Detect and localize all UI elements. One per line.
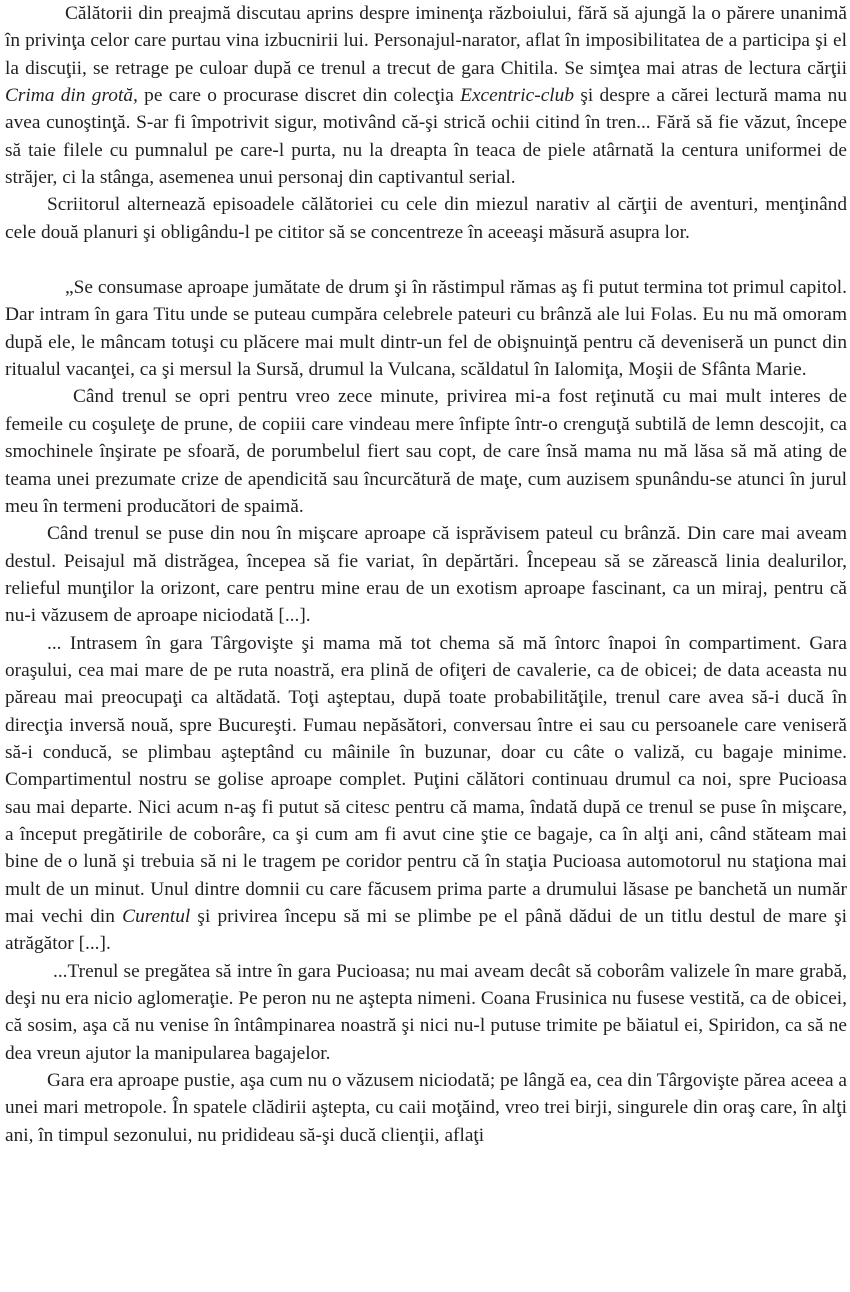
paragraph-gap [5, 246, 847, 274]
paragraph-1-text-c: şi despre a cărei lectură mama nu avea cunoştinţă. S-ar fi împotrivit sigur, motivând că-şi strică ochii citind în tren... Fără să fie văzut, începe să taie filele cu pumnalul pe care-l purta, nu la dreapta în teaca de piele atârnată la centura uniformei de străjer, ci la stânga, asemenea unui personaj din captivantul serial. [5, 85, 848, 189]
newspaper-name-italic: Curentul [122, 906, 191, 927]
paragraph-1-text-b: pe care o procurase discret din colecţia [137, 85, 461, 107]
paragraph-8-text: Gara era aproape pustie, aşa cum nu o văzusem niciodată; pe lângă ea, cea din Târgovişte părea aceea a unei mari metropole. În spatele clădirii aştepta, cu caii moţăind, vreo trei birji, singurele din oraş care, în alţi ani, în timpul sezonului, nu pridideau să-şi ducă clienţii, aflaţi [5, 1070, 847, 1146]
book-title-italic: Crima din grotă, [5, 85, 138, 107]
paragraph-3-text: „Se consumase aproape jumătate de drum şi în răstimpul rămas aş fi putut termina tot primul capitol. Dar intram în gara Titu unde se puteau cumpăra celebrele pateuri cu brânză ale lui Folas. Eu nu mă omoram după ele, le mâncam totuşi cu plăcere mai mult dintr-un fel de obişnuinţă pentru că deveniseră un punct din ritualul vacanţei, ca şi mersul la Sursă, drumul la Vulcana, scăldatul în Ialomiţa, Moşii de Sfânta Marie. [5, 277, 847, 381]
paragraph-1 [5, 0, 847, 191]
paragraph-2-text: Scriitorul alternează episoadele călătoriei cu cele din miezul narativ al cărţii de aventuri, menţinând cele două planuri şi obligându-l pe cititor să se concentreze în aceeaşi măsură asupra lor. [5, 194, 847, 243]
paragraph-8 [5, 1067, 847, 1149]
paragraph-6-text-a: ... Intrasem în gara Târgovişte şi mama mă tot chema să mă întorc înapoi în compartiment. Gara oraşului, cea mai mare de pe ruta noastră, era plină de ofiţeri de cavalerie, ca de obicei; de data aceasta nu păreau mai preocupaţi ca altădată. Toţi aşteptau, după toate probabilităţile, trenul care avea să-i ducă în direcţia inversă nouă, spre Bucureşti. Fumau nepăsători, conversau între ei sau cu persoanele care veniseră să-i conducă, se plimbau aşteptând cu mâinile în buzunar, doar cu câte o valiză, cu bagaje minime. Compartimentul nostru se golise aproape complet. Puţini călători continuau drumul ca noi, spre Pucioasa sau mai departe. Nici acum n-aş fi putut să citesc pentru că mama, îndată după ce trenul se puse în mişcare, a început pregătirile de coborâre, ca şi cum am fi avut cine ştie ce bagaje, ca în alţi ani, când stăteam mai bine de o lună şi trebuia să ni le tragem pe coridor pentru că în staţia Pucioasa automotorul nu staţiona mai mult de un minut. Unul dintre domnii cu care făcusem prima parte a drumului lăsase pe banchetă un număr mai vechi din [5, 632, 847, 927]
paragraph-4-text: Când trenul se opri pentru vreo zece minute, privirea mi-a fost reţinută cu mai mult interes de femeile cu coşuleţe de prune, de copiii care vindeau mere înfipte într-o crenguţă subtilă de lemn descojit, ca smochinele înşirate pe sfoară, de porumbelul fiert sau copt, de care însă mama nu mă lăsa să mă ating de teama unei prezumate crize de apendicită sau încurcătură de maţe, cum auzisem spunându-se atunci în jurul meu în termeni producători de spaimă. [5, 386, 847, 517]
paragraph-5 [5, 520, 847, 629]
paragraph-3-quote-start [5, 274, 847, 383]
collection-name-italic: Excentric-club [460, 85, 574, 107]
document-page [5, 0, 847, 1149]
paragraph-4 [5, 383, 847, 520]
paragraph-7 [5, 958, 847, 1067]
paragraph-7-text: ...Trenul se pregătea să intre în gara Pucioasa; nu mai aveam decât să coborâm valizele în mare grabă, deşi nu era nicio aglomeraţie. Pe peron nu ne aştepta nimeni. Coana Frusinica nu fusese vestită, ca de obicei, că sosim, aşa că nu venise în întâmpinarea noastră şi nici nu-l putuse trimite pe băiatul ei, Spiridon, ca să ne dea vreun ajutor la manipularea bagajelor. [5, 960, 847, 1064]
paragraph-2 [5, 191, 847, 246]
paragraph-5-text: Când trenul se puse din nou în mişcare aproape că isprăvisem pateul cu brânză. Din care mai aveam destul. Peisajul mă distrăgea, începea să fie variat, în depărtări. Începeau să se zărească linia dealurilor, relieful munţilor la orizont, care pentru mine erau de un exotism aproape fascinant, ca un miraj, pentru că nu-i văzusem de aproape niciodată [...]. [5, 523, 847, 627]
paragraph-6 [5, 630, 847, 958]
paragraph-1-text-a: Călătorii din preajmă discutau aprins despre iminenţa războiului, fără să ajungă la o părere unanimă în privinţa celor care purtau vina izbucnirii lui. Personajul-narator, aflat în imposibilitatea de a participa şi el la discuţii, se retrage pe culoar după ce trenul a trecut de gara Chitila. Se simţea mai atras de lectura cărţii [5, 3, 847, 79]
paragraph-6-text-b: şi privirea începu să mi se plimbe pe el până dădui de un titlu destul de mare şi atrăgător [...]. [5, 906, 847, 955]
